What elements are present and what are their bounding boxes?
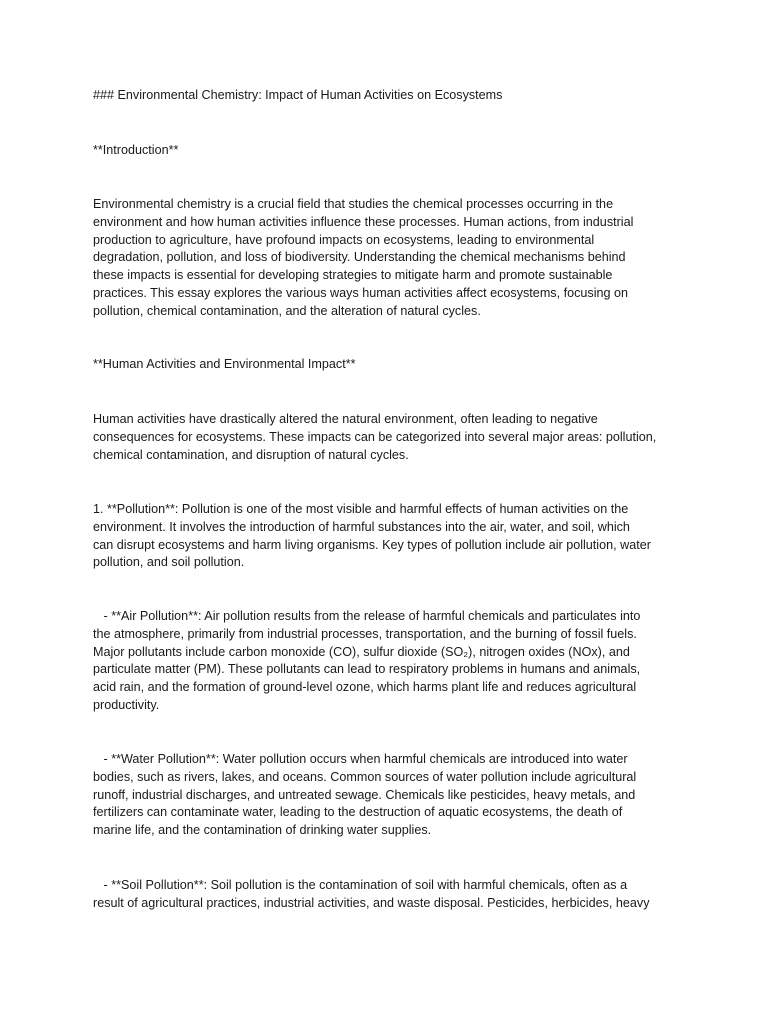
paragraph-line: Major pollutants include carbon monoxide (CO), sulfur dioxide (SO₂), nitrogen oxides (NOx), and [93,644,630,659]
paragraph-line: pollution, chemical contamination, and the alteration of natural cycles. [93,303,481,318]
paragraph-line: environment and how human activities influence these processes. Human actions, from industrial [93,214,634,229]
paragraph-line: acid rain, and the formation of ground-level ozone, which harms plant life and reduces agricultural [93,680,637,695]
introduction-heading [93,142,678,160]
paragraph-line: practices. This essay explores the various ways human activities affect ecosystems, focusing on [93,285,629,300]
soil-pollution-paragraph [93,877,678,913]
paragraph-line: consequences for ecosystems. These impacts can be categorized into several major areas: pollution, [93,429,657,444]
impact-heading [93,356,678,374]
paragraph-line: 1. **Pollution**: Pollution is one of the most visible and harmful effects of human activities on the [93,502,629,516]
paragraph-line: these impacts is essential for developing strategies to mitigate harm and promote sustainable [93,268,613,283]
paragraph-line: pollution, and soil pollution. [93,555,245,570]
pollution-paragraph [93,501,678,572]
paragraph-line: can disrupt ecosystems and harm living organisms. Key types of pollution include air pollution, water [93,537,651,552]
paragraph-line: - **Water Pollution**: Water pollution occurs when harmful chemicals are introduced into water [93,752,628,766]
paragraph-line: marine life, and the contamination of drinking water supplies. [93,823,432,838]
title-line: ### Environmental Chemistry: Impact of Human Activities on Ecosystems [93,88,503,102]
impact-paragraph [93,411,678,464]
paragraph-line: fertilizers can contaminate water, leading to the destruction of aquatic ecosystems, the death of [93,805,623,820]
paragraph-line: - **Air Pollution**: Air pollution results from the release of harmful chemicals and particulates into [93,609,641,623]
paragraph-line: the atmosphere, primarily from industrial processes, transportation, and the burning of fossil fuels. [93,626,637,641]
introduction-paragraph [93,196,678,321]
paragraph-line: environment. It involves the introduction of harmful substances into the air, water, and soil, which [93,519,630,534]
paragraph-line: runoff, industrial discharges, and untreated sewage. Chemicals like pesticides, heavy metals, and [93,787,636,802]
paragraph-line: degradation, pollution, and loss of biodiversity. Understanding the chemical mechanisms behind [93,250,626,265]
document-title [93,87,678,105]
intro-heading-line: **Introduction** [93,143,179,157]
paragraph-line: chemical contamination, and disruption of natural cycles. [93,447,409,462]
paragraph-line: productivity. [93,697,160,712]
paragraph-line: Environmental chemistry is a crucial field that studies the chemical processes occurring in the [93,197,614,211]
paragraph-line: bodies, such as rivers, lakes, and oceans. Common sources of water pollution include agricultural [93,769,637,784]
paragraph-line: production to agriculture, have profound impacts on ecosystems, leading to environmental [93,232,595,247]
impact-heading-line: **Human Activities and Environmental Impact** [93,357,356,371]
paragraph-line: - **Soil Pollution**: Soil pollution is the contamination of soil with harmful chemicals, often as a [93,878,628,892]
paragraph-line: particulate matter (PM). These pollutants can lead to respiratory problems in humans and animals, [93,662,641,677]
paragraph-line: result of agricultural practices, industrial activities, and waste disposal. Pesticides, herbicides, heavy [93,895,650,910]
water-pollution-paragraph [93,751,678,840]
air-pollution-paragraph [93,608,678,715]
paragraph-line: Human activities have drastically altered the natural environment, often leading to negative [93,412,598,426]
